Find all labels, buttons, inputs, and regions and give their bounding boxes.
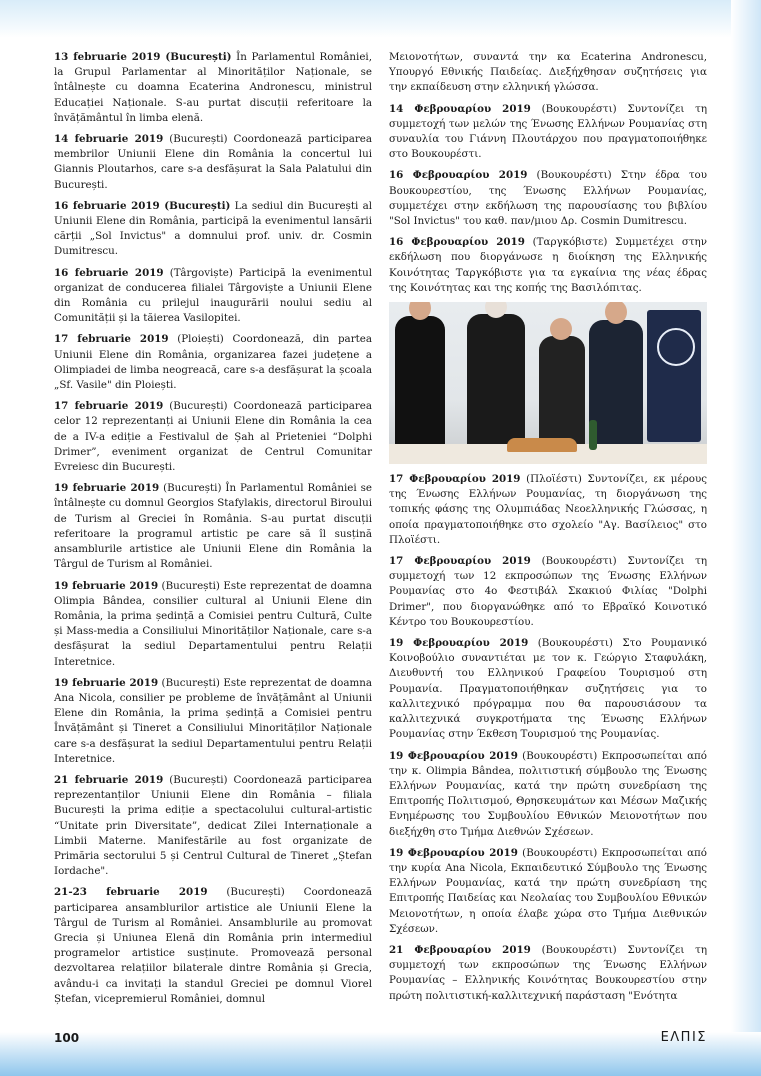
entry-date: 19 februarie 2019 [54, 676, 159, 689]
chronicle-entry [389, 636, 707, 742]
chronicle-entry [54, 885, 372, 1007]
entry-text: (Βουκουρέστι) Στην έδρα του Βουκουρεστίου, της Ένωσης Ελλήνων Ρουμανίας, συμμετέχει στην εκδήλωση της παρουσίασης του βιβλίου "Sol Invictus" του καθ. παν/μιου Δρ. Cosmin Dumitrescu. [389, 169, 707, 228]
entry-date: 14 Φεβρουαρίου 2019 [389, 102, 531, 115]
chronicle-entry [389, 554, 707, 630]
magazine-name: ΕΛΠΙΣ [660, 1030, 707, 1045]
entry-date: 13 februarie 2019 (București) [54, 51, 232, 63]
person-figure [539, 336, 585, 446]
entry-date: 16 februarie 2019 [54, 266, 164, 279]
chronicle-entry [389, 943, 707, 1004]
chronicle-entry [54, 199, 372, 260]
entry-date: 19 februarie 2019 [54, 482, 160, 495]
entry-date: 16 Φεβρουαρίου 2019 [389, 169, 528, 182]
entry-text: (Ploiești) Coordonează, din partea Uniunii Elene din România, organizarea fazei județene a Olimpiadei de limba neogreacă, care s-a desfășurat la școala „Sf. Vasile" din Ploiești. [54, 333, 372, 392]
entry-text: (București) Coordonează participarea ansamblurilor artistice ale Uniunii Elene la Târgul de Turism al României. Ansamblurile au promovat Grecia și Uniunea Elenă din România prin intermediul programelor artistice susținute. Promovează personal dezvoltarea relațiilor bilaterale dintre România și Grecia, avându-i ca invitați la standul Greciei pe domnul Viorel Ștefan, vicepremierul României, domnul [54, 886, 372, 1005]
chronicle-entry [54, 481, 372, 572]
chronicle-entry [54, 399, 372, 475]
entry-text: (Βουκουρέστι) Συντονίζει τη συμμετοχή των εκπροσώπων της Ένωσης Ελλήνων Ρουμανίας – Ελληνικής Κοινότητας Βουκουρεστίου στην πρώτη πολιτιστική-καλλιτεχνική παράσταση "Ενότητα [389, 943, 708, 1002]
cake [507, 438, 577, 452]
entry-text: (București) În Parlamentul României se întâlnește cu domnul Georgios Stafylakis, directorul Biroului de Turism al Greciei în România. S-au purtat discuții referitoare la programul artistic pe care să îl susțină ansamblurile artistice ale Uniunii Elene din România la Târgul de Turism al României. [54, 482, 372, 571]
chronicle-entry [389, 749, 707, 840]
entry-text: (Târgoviște) Participă la evenimentul organizat de conducerea filialei Târgoviște a Uniunii Elene din România cu prilejul inaugurării noului sediu al Comunității și la tăierea Vasilopitei. [54, 266, 372, 325]
entry-date: 19 Φεβρουαρίου 2019 [389, 637, 529, 650]
person-figure [589, 320, 643, 446]
chronicle-entry [389, 102, 707, 163]
entry-date: 17 Φεβρουαρίου 2019 [389, 555, 531, 568]
romanian-column [54, 50, 372, 1013]
banner [647, 310, 701, 442]
entry-text: (Βουκουρέστι) Εκπροσωπείται από την κυρία Ana Nicola, Εκπαιδευτικό Σύμβουλο της Ένωσης Ελλήνων Ρουμανίας, κατά την πρώτη συνεδρίαση της Επιτροπής Παιδείας και Νεολαίας του Συμβουλίου Εθνικών Μειονοτήτων, η οποία έλαβε χώρα στο Τμήμα Διεθνικών Σχέσεων. [389, 846, 707, 935]
entry-date: 14 februarie 2019 [54, 133, 164, 146]
entry-date: 19 Φεβρουαρίου 2019 [389, 846, 518, 859]
page-number: 100 [54, 1031, 80, 1045]
person-figure [467, 314, 525, 446]
entry-date: 16 februarie 2019 (București) [54, 199, 231, 212]
entry-date: 19 Φεβρουαρίου 2019 [389, 749, 518, 762]
entry-date: 21 februarie 2019 [54, 773, 164, 786]
chronicle-entry [54, 332, 372, 393]
entry-date: 19 februarie 2019 [54, 579, 159, 592]
entry-text: Μειονοτήτων, συναντά την κα Ecaterina Andronescu, Υπουργό Εθνικής Παιδείας. Διεξήχθησαν συζητήσεις για την εκπαίδευση στην ελληνική γλώσσα. [389, 51, 707, 94]
chronicle-entry [389, 235, 707, 296]
entry-date: 17 Φεβρουαρίου 2019 [389, 473, 521, 486]
chronicle-entry [54, 579, 372, 670]
entry-text: În Parlamentul României, la Grupul Parlamentar al Minorităților Naționale, se întâlnește cu doamna Ecaterina Andronescu, ministrul Educației Naționale. S-au purtat discuții referitoare la învățământul în limba elenă. [54, 51, 372, 124]
entry-text: (Βουκουρέστι) Στο Ρουμανικό Κοινοβούλιο συναντιέται με τον κ. Γεώργιο Σταφυλάκη, Διευθυντή του Ελληνικού Γραφείου Τουρισμού στη Ρουμανία. Πραγματοποιήθηκαν συζητήσεις για το καλλιτεχνικό πρόγραμμα που θα παρουσιάσουν τα καλλιτεχνικά συγκροτήματα της Ένωσης Ελλήνων Ρουμανίας στην Έκθεση Τουρισμού της Ρουμανίας. [389, 637, 707, 741]
entry-date: 17 februarie 2019 [54, 400, 164, 413]
bottle [589, 420, 597, 450]
chronicle-entry [54, 676, 372, 767]
entry-text: (Ταργκόβιστε) Συμμετέχει στην εκδήλωση που διοργάνωσε η διοίκηση της Ελληνικής Κοινότητας Ταργκόβιστε για τα εγκαίνια της νέας έδρας της Κοινότητας και της κοπής της Βασιλόπιτας. [389, 236, 707, 294]
entry-text: (Πλοϊέστι) Συντονίζει, εκ μέρους της Ένωσης Ελλήνων Ρουμανίας, τη διοργάνωση της τοπικής φάσης της Ολυμπιάδας Νεοελληνικής Γλώσσας, η οποία πραγματοποιήθηκε στο σχολείο "Αγ. Βασίλειος" στο Πλοϊέστι. [389, 473, 707, 546]
page-right-gradient [731, 0, 761, 1076]
person-figure [395, 316, 445, 446]
entry-date: 17 februarie 2019 [54, 333, 169, 346]
entry-text: (București) Este reprezentat de doamna Ana Nicola, consilier pe probleme de învățământ al Uniunii Elene din România, la prima ședință a Comisiei pentru Învățământ și Tineret a Consiliului Minorităților Naționale care s-a desfășurat la sediul Departamentului pentru Relații Interetnice. [54, 676, 372, 765]
chronicle-entry [389, 472, 707, 548]
chronicle-entry [389, 168, 707, 229]
entry-date: 21-23 februarie 2019 [54, 886, 208, 899]
greek-column [389, 50, 707, 1010]
page-top-gradient [0, 0, 761, 38]
entry-text: (Βουκουρέστι) Συντονίζει τη συμμετοχή των 12 εκπροσώπων της Ένωσης Ελλήνων Ρουμανίας στο 4ο Φεστιβάλ Σκακιού Φιλίας "Dolphi Drimer", που διοργανώθηκε από το Εβραϊκό Κοινοτικό Κέντρο του Βουκουρεστίου. [389, 555, 708, 628]
entry-text: (București) Coordonează participarea membrilor Uniunii Elene din România la concertul lui Giannis Ploutarhos, care s-a desfășurat la Sala Palatului din București. [54, 133, 372, 191]
chronicle-entry [389, 50, 707, 96]
entry-date: 21 Φεβρουαρίου 2019 [389, 943, 531, 956]
entry-date: 16 Φεβρουαρίου 2019 [389, 236, 525, 249]
page-bottom-gradient [0, 1032, 761, 1076]
chronicle-entry [389, 846, 707, 937]
chronicle-entry [54, 132, 372, 193]
entry-text: (Βουκουρέστι) Εκπροσωπείται από την κ. Olimpia Bândea, πολιτιστική σύμβουλο της Ένωσης Ελλήνων Ρουμανίας, κατά την πρώτη συνεδρίαση της Επιτροπής Πολιτισμού, Θρησκευμάτων και Μέσων Μαζικής Ενημέρωσης του Συμβουλίου Εθνικών Μειονοτήτων που διεξήχθη στο Τμήμα Διεθνών Σχέσεων. [389, 749, 707, 838]
entry-text: (București) Este reprezentat de doamna Olimpia Bândea, consilier cultural al Uniunii Elene din România, la prima ședință a Comisiei pentru Cultură, Culte și Mass-media a Consiliului Minorităților Naționale, care s-a desfășurat la sediul Departamentului pentru Relații Interetnice. [54, 579, 372, 668]
event-photo [389, 302, 707, 464]
entry-text: (București) Coordonează participarea reprezentanților Uniunii Elene din România – filiala București la prima ediție a spectacolului cultural-artistic “Unitate prin Diversitate”, dedicat Zilei Internaționale a Limbii Materne. Manifestările au fost organizate de Primăria sectorului 5 și Centrul Cultural de Tineret „Ștefan Iordache". [54, 773, 372, 878]
entry-text: (Βουκουρέστι) Συντονίζει τη συμμετοχή των μελών της Ένωσης Ελλήνων Ρουμανίας στη συναυλία του Γιάννη Πλουτάρχου που πραγματοποιήθηκε στο Βουκουρέστι. [389, 102, 708, 161]
chronicle-entry [54, 50, 372, 126]
person-head [550, 318, 572, 340]
entry-text: La sediul din București al Uniunii Elene din România, participă la evenimentul lansării cărții „Sol Invictus" a domnului prof. univ. dr. Cosmin Dumitrescu. [54, 199, 372, 258]
chronicle-entry [54, 773, 372, 879]
entry-text: (București) Coordonează participarea celor 12 reprezentanți ai Uniunii Elene din România la cea de a IV-a ediție a Festivalul de Șah al Prieteniei “Dolphi Drimer”, eveniment organizat de Centrul Comunitar Evreiesc din București. [54, 400, 372, 474]
chronicle-entry [54, 266, 372, 327]
